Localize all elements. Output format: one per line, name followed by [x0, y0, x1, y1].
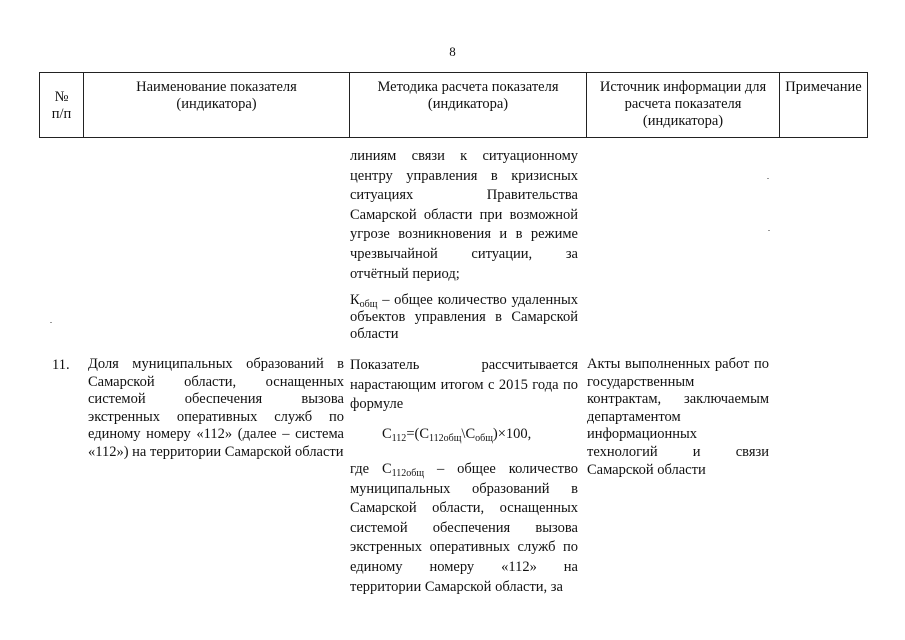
scan-speck: [768, 230, 770, 231]
formula: $С_{112}=(С_{112общ}\backslash С_{общ})\times 100$,: [382, 426, 532, 444]
where-definition: где $С_{112общ}$ – общее количество муниципальных образований в Самарской области, оснащенных системой обеспечения вызова экстренных оперативных служб по единому номеру «112» на территории Самарской области, за: [350, 461, 578, 595]
header-method: Методика расчета показателя (индикатора): [350, 73, 587, 138]
page-number: 8: [449, 44, 456, 59]
header-name: Наименование показателя (индикатора): [84, 73, 350, 138]
header-source: Источник информации для расчета показателя (индикатора): [587, 73, 780, 138]
header-note: Примечание: [780, 73, 868, 138]
info-source: Акты выполненных работ по государственным контрактам, заключаемым департаментом информационных технологий и связи Самарской области: [587, 356, 769, 478]
row-number: 11.: [52, 357, 70, 373]
method-intro: Показатель рассчитывается нарастающим итогом с 2015 года по формуле: [350, 357, 578, 413]
indicator-name: Доля муниципальных образований в Самарской области, оснащенных системой обеспечения вызова экстренных оперативных служб по единому номеру «112» (далее – система «112») на территории Самарской области: [88, 356, 344, 460]
scan-speck: [50, 322, 52, 323]
scan-speck: [767, 178, 769, 179]
continued-method-text: линиям связи к ситуационному центру управления в кризисных ситуациях Правительства Самарской области при возможной угрозе возникновения и в режиме чрезвычайной ситуации, за отчётный период;: [350, 148, 578, 282]
k-definition: $К_{общ}$ – общее количество удаленных объектов управления в Самарской области: [350, 292, 578, 342]
table-header: [39, 72, 868, 138]
header-num: № п/п: [40, 73, 84, 138]
